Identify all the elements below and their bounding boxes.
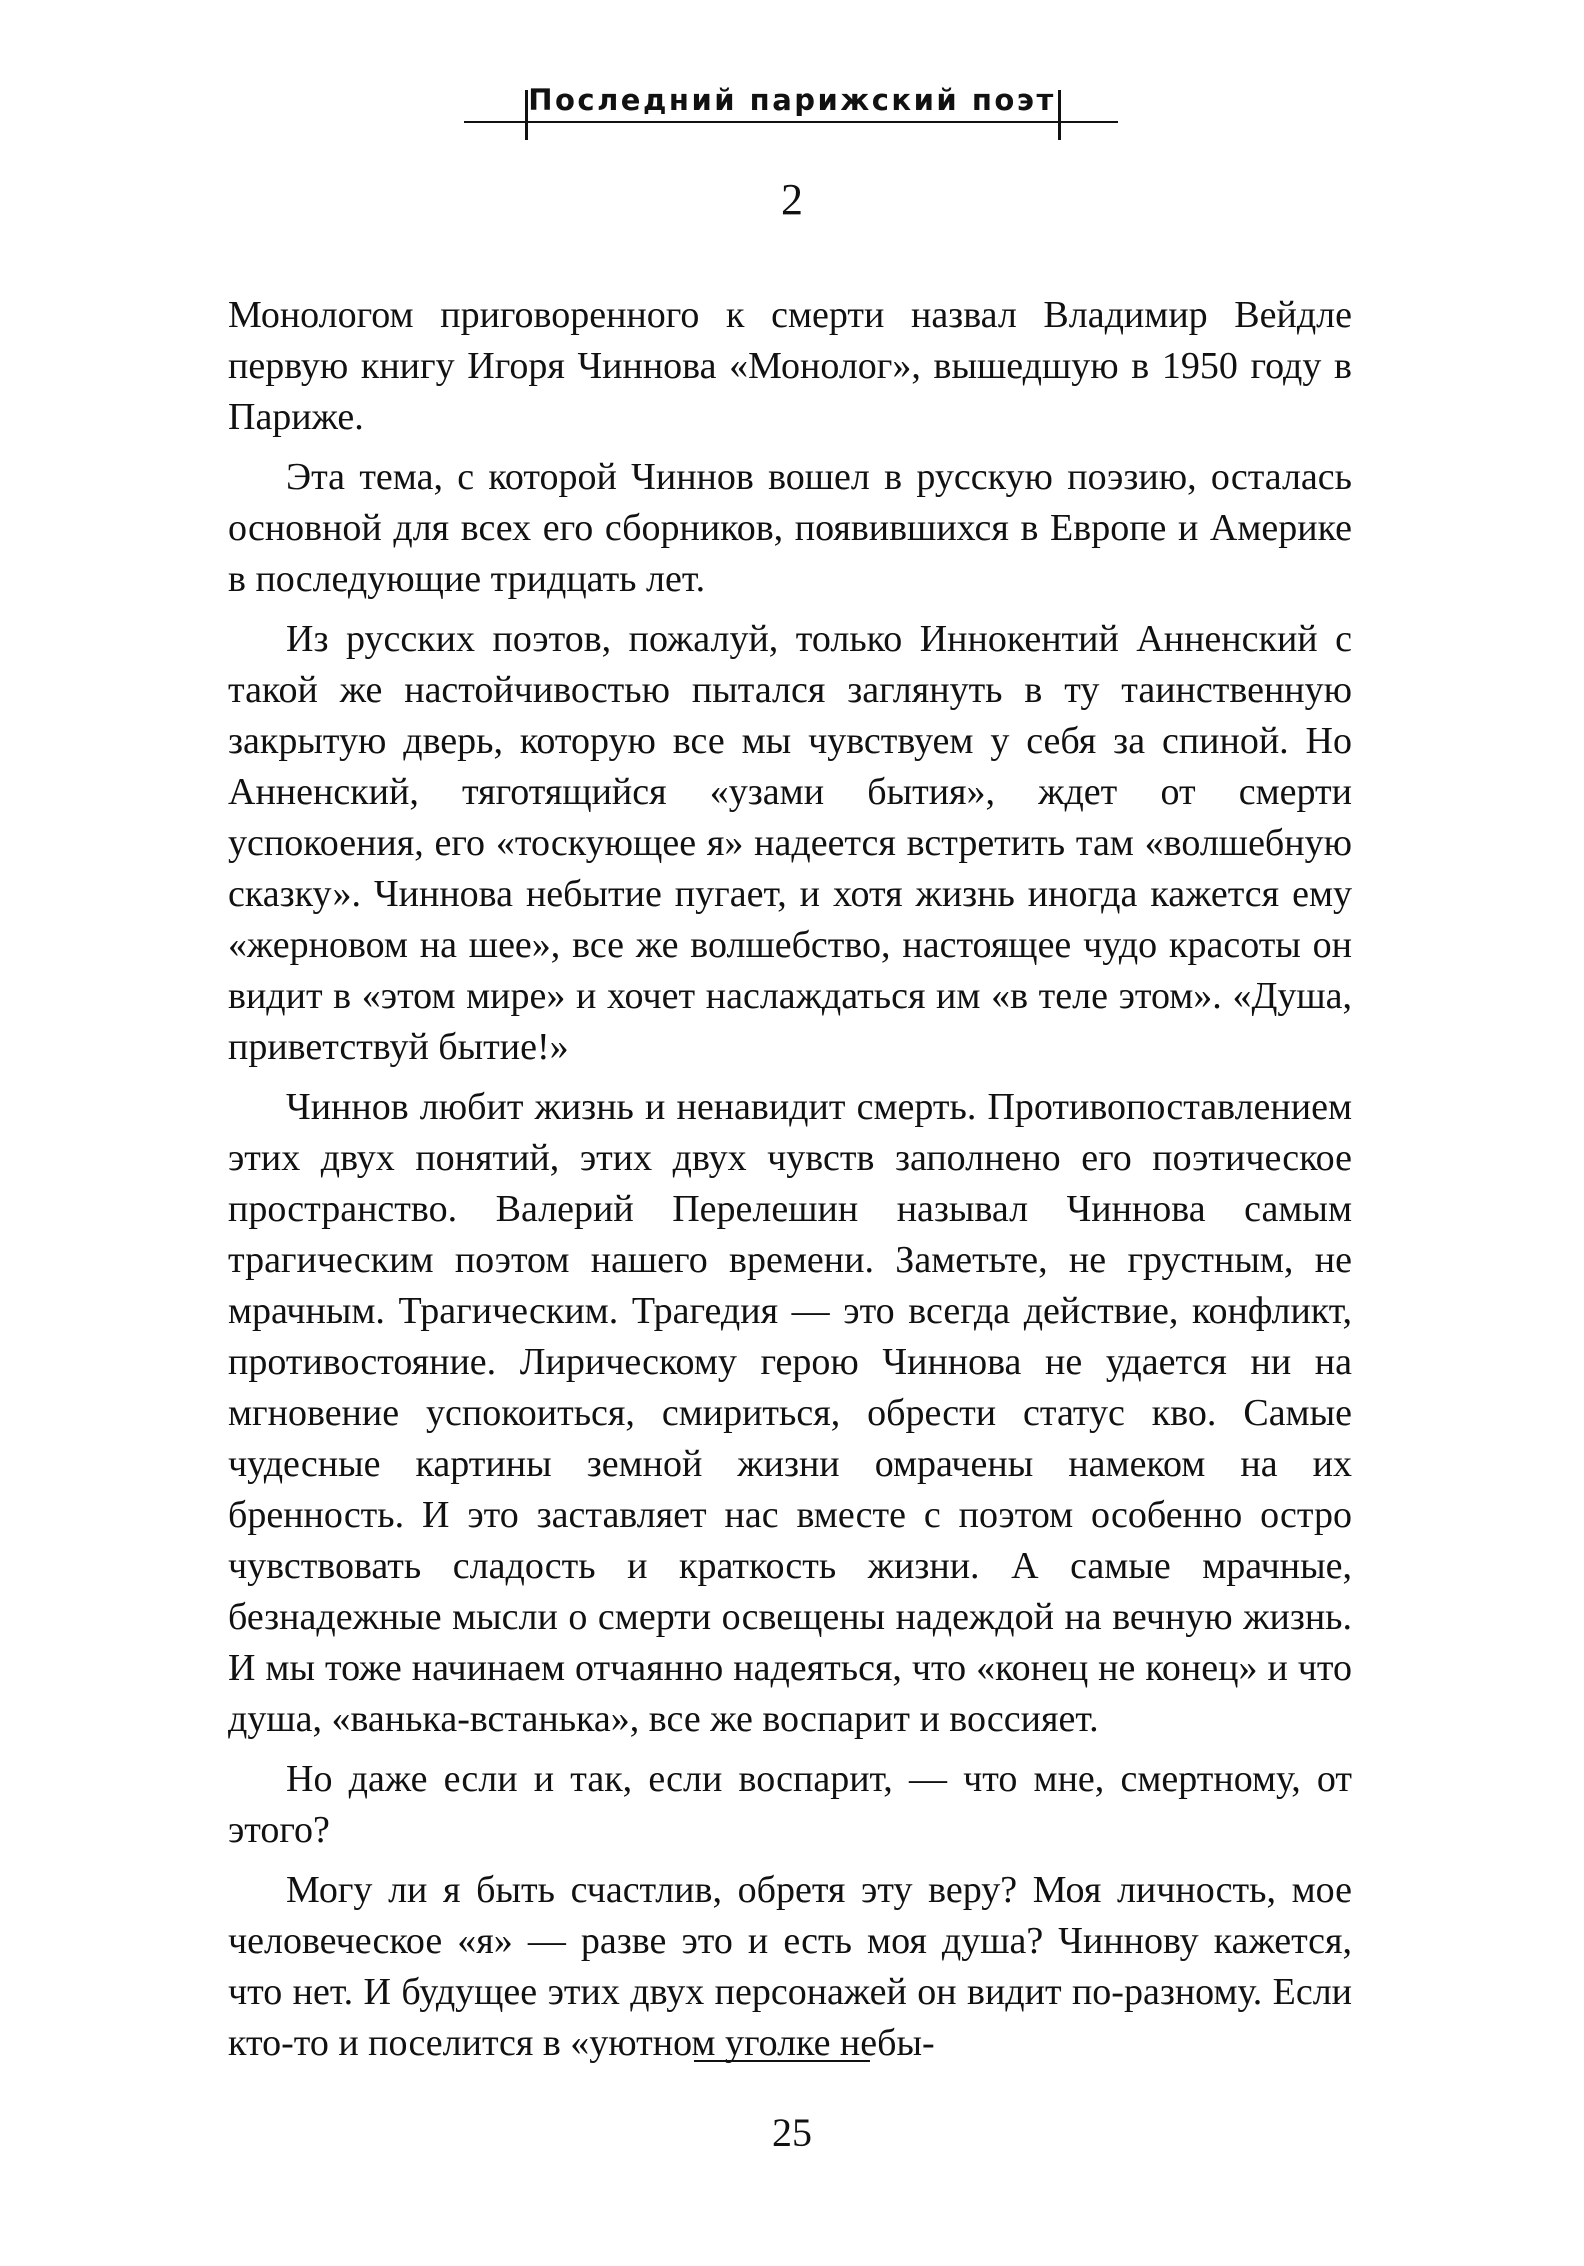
running-head-rule-underline [526,121,1060,123]
running-head-rule-right [1060,121,1118,123]
paragraph-1: Монологом приговоренного к смерти назвал Владимир Вейдле первую книгу Игоря Чиннова «Монолог», вышедшую в 1950 году в Париже. [228,294,1352,438]
paragraph-5: Но даже если и так, если воспарит, — что мне, смертному, от этого? [228,1758,1352,1851]
paragraph-6: Могу ли я быть счастлив, обретя эту веру? Моя личность, мое человеческое «я» — разве это и есть моя душа? Чиннову кажется, что нет. И будущее этих двух персонажей он видит по-разному. Если кто-то и поселится в «уютном уголке небы- [228,1869,1352,2064]
chapter-number: 2 [781,175,803,224]
running-head-rule-left [464,121,526,123]
page-number: 25 [772,2110,812,2155]
running-head-right-bar [1058,90,1061,140]
running-head [0,70,1584,140]
paragraph-2: Эта тема, с которой Чиннов вошел в русскую поэзию, осталась основной для всех его сборников, появившихся в Европе и Америке в последующие тридцать лет. [228,456,1352,600]
body-text [228,290,1352,2078]
running-head-title: Последний парижский поэт [528,83,1056,117]
paragraph-4: Чиннов любит жизнь и ненавидит смерть. Противопоставлением этих двух понятий, этих двух чувств заполнено его поэтическое пространство. Валерий Перелешин называл Чиннова самым трагическим поэтом нашего времени. Заметьте, не грустным, не мрачным. Трагическим. Трагедия — это всегда действие, конфликт, противостояние. Лирическому герою Чиннова не удается ни на мгновение успокоиться, смириться, обрести статус кво. Самые чудесные картины земной жизни омрачены намеком на их бренность. И это заставляет нас вместе с поэтом особенно остро чувствовать сладость и краткость жизни. А самые мрачные, безнадежные мысли о смерти освещены надеждой на вечную жизнь. И мы тоже начинаем отчаянно надеяться, что «конец не конец» и что душа, «ванька-встанька», все же воспарит и воссияет. [228,1086,1352,1740]
footer-rule [694,2060,870,2062]
paragraph-3: Из русских поэтов, пожалуй, только Иннокентий Анненский с такой же настойчивостью пытался заглянуть в ту таинственную закрытую дверь, которую все мы чувствуем у себя за спиной. Но Анненский, тяготящийся «узами бытия», ждет от смерти успокоения, его «тоскующее я» надеется встретить там «волшебную сказку». Чиннова небытие пугает, и хотя жизнь иногда кажется ему «жерновом на шее», все же волшебство, настоящее чудо красоты он видит в «этом мире» и хочет наслаждаться им «в теле этом». «Душа, приветствуй бытие!» [228,618,1352,1068]
